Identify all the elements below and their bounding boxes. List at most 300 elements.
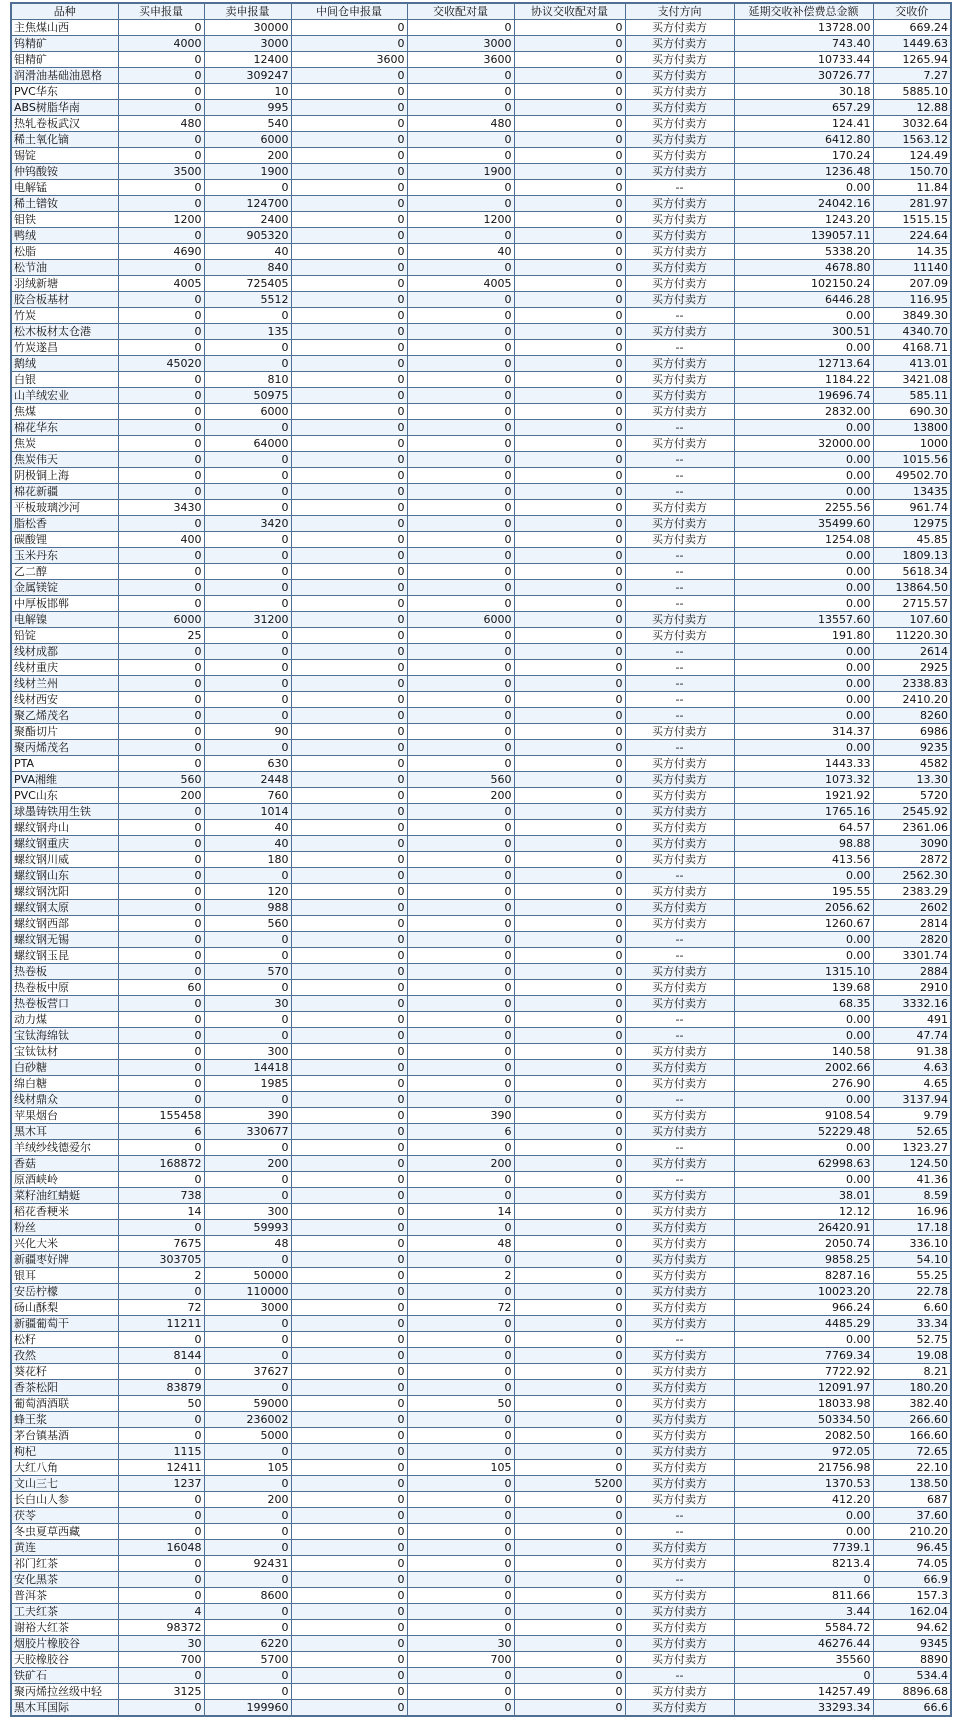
cell-agreement-matched: 0 [514,228,625,244]
cell-compensation-total: 0.00 [734,1092,873,1108]
cell-matched: 0 [407,20,514,36]
cell-intermediate-declared: 0 [291,116,407,132]
cell-intermediate-declared: 0 [291,1252,407,1268]
cell-buy-declared: 0 [118,964,204,980]
cell-payment-direction: 买方付卖方 [625,1236,734,1252]
cell-agreement-matched: 0 [514,436,625,452]
cell-compensation-total: 2002.66 [734,1060,873,1076]
cell-payment-direction: 买方付卖方 [625,1108,734,1124]
cell-product: 竹炭 [11,308,118,324]
cell-matched: 0 [407,900,514,916]
settlement-table [10,2,952,1717]
cell-payment-direction: -- [625,468,734,484]
cell-product: 茅台镇基酒 [11,1428,118,1444]
table-header-row [11,3,951,20]
cell-payment-direction: 买方付卖方 [625,388,734,404]
table-row [11,1364,951,1380]
cell-matched: 0 [407,1284,514,1300]
cell-matched: 0 [407,1140,514,1156]
cell-settlement-price: 3032.64 [873,116,951,132]
cell-agreement-matched: 0 [514,1124,625,1140]
cell-intermediate-declared: 0 [291,916,407,932]
cell-matched: 0 [407,996,514,1012]
cell-payment-direction: 买方付卖方 [625,1428,734,1444]
cell-buy-declared: 0 [118,932,204,948]
cell-product: 天胶橡胶谷 [11,1652,118,1668]
cell-sell-declared: 570 [204,964,291,980]
cell-matched: 0 [407,532,514,548]
cell-settlement-price: 13.30 [873,772,951,788]
cell-agreement-matched: 0 [514,1012,625,1028]
cell-payment-direction: 买方付卖方 [625,996,734,1012]
cell-sell-declared: 5512 [204,292,291,308]
cell-agreement-matched: 0 [514,1252,625,1268]
cell-buy-declared: 0 [118,884,204,900]
cell-agreement-matched: 0 [514,1348,625,1364]
table-row [11,1540,951,1556]
cell-product: 原酒峡岭 [11,1172,118,1188]
cell-payment-direction: 买方付卖方 [625,68,734,84]
cell-matched: 0 [407,84,514,100]
cell-settlement-price: 1449.63 [873,36,951,52]
cell-agreement-matched: 0 [514,1268,625,1284]
cell-agreement-matched: 0 [514,1284,625,1300]
cell-settlement-price: 22.10 [873,1460,951,1476]
cell-sell-declared: 48 [204,1236,291,1252]
cell-settlement-price: 150.70 [873,164,951,180]
cell-product: 焦炭伟天 [11,452,118,468]
cell-agreement-matched: 0 [514,868,625,884]
cell-matched: 0 [407,516,514,532]
cell-intermediate-declared: 0 [291,228,407,244]
cell-sell-declared: 390 [204,1108,291,1124]
cell-payment-direction: 买方付卖方 [625,436,734,452]
table-row [11,340,951,356]
cell-matched: 0 [407,1348,514,1364]
cell-matched: 0 [407,292,514,308]
cell-compensation-total: 30726.77 [734,68,873,84]
cell-agreement-matched: 0 [514,372,625,388]
cell-sell-declared: 0 [204,1172,291,1188]
cell-settlement-price: 210.20 [873,1524,951,1540]
cell-buy-declared: 6 [118,1124,204,1140]
cell-product: 松脂 [11,244,118,260]
cell-agreement-matched: 0 [514,1412,625,1428]
cell-product: 棉花新疆 [11,484,118,500]
cell-buy-declared: 60 [118,980,204,996]
cell-compensation-total: 2082.50 [734,1428,873,1444]
cell-intermediate-declared: 0 [291,388,407,404]
cell-payment-direction: 买方付卖方 [625,724,734,740]
table-row [11,596,951,612]
cell-settlement-price: 3137.94 [873,1092,951,1108]
cell-settlement-price: 45.85 [873,532,951,548]
cell-matched: 0 [407,228,514,244]
cell-matched: 0 [407,500,514,516]
table-row [11,1396,951,1412]
table-row [11,1412,951,1428]
cell-buy-declared: 1237 [118,1476,204,1492]
cell-sell-declared: 0 [204,1092,291,1108]
cell-matched: 1200 [407,212,514,228]
cell-sell-declared: 236002 [204,1412,291,1428]
cell-payment-direction: 买方付卖方 [625,372,734,388]
table-row [11,1220,951,1236]
cell-compensation-total: 0.00 [734,740,873,756]
cell-sell-declared: 840 [204,260,291,276]
cell-payment-direction: 买方付卖方 [625,852,734,868]
cell-matched: 30 [407,1636,514,1652]
table-row [11,580,951,596]
cell-product: 螺纹钢无锡 [11,932,118,948]
cell-product: 脂松香 [11,516,118,532]
cell-intermediate-declared: 0 [291,1156,407,1172]
cell-sell-declared: 0 [204,1476,291,1492]
cell-settlement-price: 2410.20 [873,692,951,708]
cell-intermediate-declared: 0 [291,740,407,756]
cell-matched: 0 [407,180,514,196]
cell-buy-declared: 0 [118,852,204,868]
cell-payment-direction: 买方付卖方 [625,1444,734,1460]
cell-compensation-total: 0.00 [734,1508,873,1524]
column-header-compensation-total: 延期交收补偿费总金额 [734,3,873,20]
table-row [11,1156,951,1172]
cell-payment-direction: 买方付卖方 [625,116,734,132]
cell-sell-declared: 0 [204,948,291,964]
cell-buy-declared: 700 [118,1652,204,1668]
cell-product: 绵白糖 [11,1076,118,1092]
cell-buy-declared: 3430 [118,500,204,516]
cell-compensation-total: 0.00 [734,180,873,196]
cell-intermediate-declared: 0 [291,484,407,500]
cell-sell-declared: 0 [204,500,291,516]
cell-agreement-matched: 0 [514,1588,625,1604]
cell-settlement-price: 5618.34 [873,564,951,580]
cell-matched: 0 [407,148,514,164]
cell-matched: 560 [407,772,514,788]
cell-settlement-price: 37.60 [873,1508,951,1524]
cell-payment-direction: -- [625,1172,734,1188]
cell-settlement-price: 687 [873,1492,951,1508]
cell-compensation-total: 412.20 [734,1492,873,1508]
cell-product: 螺纹钢川威 [11,852,118,868]
cell-product: 铁矿石 [11,1668,118,1684]
table-row [11,1252,951,1268]
table-row [11,1572,951,1588]
cell-intermediate-declared: 3600 [291,52,407,68]
cell-product: 棉花华东 [11,420,118,436]
cell-matched: 4005 [407,276,514,292]
cell-sell-declared: 90 [204,724,291,740]
cell-compensation-total: 1254.08 [734,532,873,548]
cell-payment-direction: -- [625,308,734,324]
cell-intermediate-declared: 0 [291,1652,407,1668]
cell-buy-declared: 0 [118,948,204,964]
cell-sell-declared: 1985 [204,1076,291,1092]
cell-payment-direction: 买方付卖方 [625,980,734,996]
cell-intermediate-declared: 0 [291,772,407,788]
cell-settlement-price: 224.64 [873,228,951,244]
cell-product: 钼精矿 [11,52,118,68]
table-row [11,1476,951,1492]
cell-settlement-price: 3301.74 [873,948,951,964]
cell-buy-declared: 45020 [118,356,204,372]
cell-compensation-total: 0.00 [734,564,873,580]
cell-agreement-matched: 0 [514,820,625,836]
cell-matched: 0 [407,1684,514,1700]
cell-compensation-total: 0.00 [734,308,873,324]
cell-product: 烟胶片橡胶谷 [11,1636,118,1652]
cell-payment-direction: 买方付卖方 [625,244,734,260]
cell-product: 钨精矿 [11,36,118,52]
cell-matched: 0 [407,404,514,420]
cell-matched: 0 [407,1044,514,1060]
cell-product: 碳酸锂 [11,532,118,548]
cell-sell-declared: 1014 [204,804,291,820]
cell-buy-declared: 6000 [118,612,204,628]
cell-intermediate-declared: 0 [291,308,407,324]
cell-compensation-total: 0.00 [734,1172,873,1188]
table-row [11,1092,951,1108]
cell-settlement-price: 5885.10 [873,84,951,100]
cell-payment-direction: 买方付卖方 [625,1364,734,1380]
cell-matched: 0 [407,1428,514,1444]
cell-settlement-price: 52.65 [873,1124,951,1140]
cell-buy-declared: 480 [118,116,204,132]
cell-settlement-price: 157.3 [873,1588,951,1604]
cell-intermediate-declared: 0 [291,628,407,644]
cell-buy-declared: 0 [118,1028,204,1044]
cell-compensation-total: 26420.91 [734,1220,873,1236]
cell-payment-direction: 买方付卖方 [625,628,734,644]
cell-matched: 0 [407,1028,514,1044]
cell-agreement-matched: 0 [514,452,625,468]
cell-sell-declared: 0 [204,644,291,660]
cell-buy-declared: 0 [118,580,204,596]
cell-matched: 0 [407,1412,514,1428]
cell-compensation-total: 191.80 [734,628,873,644]
table-row [11,1700,951,1717]
cell-sell-declared: 0 [204,452,291,468]
cell-product: 线材成都 [11,644,118,660]
cell-sell-declared: 0 [204,580,291,596]
cell-intermediate-declared: 0 [291,836,407,852]
cell-payment-direction: 买方付卖方 [625,1604,734,1620]
cell-buy-declared: 303705 [118,1252,204,1268]
cell-product: 鹅绒 [11,356,118,372]
cell-settlement-price: 9345 [873,1636,951,1652]
table-row [11,388,951,404]
cell-product: 安化黑茶 [11,1572,118,1588]
table-row [11,260,951,276]
cell-agreement-matched: 0 [514,1156,625,1172]
cell-intermediate-declared: 0 [291,1492,407,1508]
cell-settlement-price: 116.95 [873,292,951,308]
cell-payment-direction: 买方付卖方 [625,500,734,516]
cell-product: 工夫红茶 [11,1604,118,1620]
cell-sell-declared: 0 [204,740,291,756]
cell-matched: 0 [407,1332,514,1348]
cell-buy-declared: 0 [118,420,204,436]
table-row [11,1460,951,1476]
cell-compensation-total: 8213.4 [734,1556,873,1572]
cell-settlement-price: 534.4 [873,1668,951,1684]
cell-product: 乙二醇 [11,564,118,580]
cell-compensation-total: 0.00 [734,948,873,964]
cell-compensation-total: 0.00 [734,452,873,468]
cell-payment-direction: 买方付卖方 [625,804,734,820]
cell-buy-declared: 0 [118,1588,204,1604]
cell-intermediate-declared: 0 [291,452,407,468]
cell-matched: 3600 [407,52,514,68]
cell-compensation-total: 0.00 [734,1012,873,1028]
cell-intermediate-declared: 0 [291,1076,407,1092]
table-row [11,212,951,228]
table-row [11,100,951,116]
cell-buy-declared: 0 [118,1060,204,1076]
cell-sell-declared: 0 [204,1444,291,1460]
cell-buy-declared: 0 [118,436,204,452]
table-row [11,1172,951,1188]
table-body [11,20,951,1717]
cell-matched: 0 [407,68,514,84]
cell-product: 螺纹钢舟山 [11,820,118,836]
cell-settlement-price: 11140 [873,260,951,276]
cell-payment-direction: 买方付卖方 [625,212,734,228]
table-row [11,548,951,564]
cell-agreement-matched: 0 [514,1140,625,1156]
cell-sell-declared: 64000 [204,436,291,452]
cell-agreement-matched: 0 [514,244,625,260]
cell-product: 松籽 [11,1332,118,1348]
cell-compensation-total: 9858.25 [734,1252,873,1268]
cell-intermediate-declared: 0 [291,324,407,340]
table-row [11,916,951,932]
table-row [11,468,951,484]
cell-buy-declared: 168872 [118,1156,204,1172]
cell-buy-declared: 0 [118,1412,204,1428]
cell-payment-direction: 买方付卖方 [625,1188,734,1204]
cell-agreement-matched: 0 [514,996,625,1012]
cell-payment-direction: 买方付卖方 [625,884,734,900]
cell-product: 胶合板基材 [11,292,118,308]
cell-intermediate-declared: 0 [291,180,407,196]
cell-compensation-total: 62998.63 [734,1156,873,1172]
cell-intermediate-declared: 0 [291,1348,407,1364]
table-row [11,772,951,788]
cell-intermediate-declared: 0 [291,196,407,212]
cell-payment-direction: 买方付卖方 [625,1476,734,1492]
cell-compensation-total: 0.00 [734,420,873,436]
cell-sell-declared: 0 [204,420,291,436]
cell-buy-declared: 0 [118,228,204,244]
cell-product: 中厚板邯郸 [11,596,118,612]
cell-buy-declared: 0 [118,1092,204,1108]
cell-matched: 0 [407,468,514,484]
cell-intermediate-declared: 0 [291,1364,407,1380]
cell-matched: 50 [407,1396,514,1412]
cell-compensation-total: 1260.67 [734,916,873,932]
cell-matched: 0 [407,356,514,372]
table-row [11,308,951,324]
cell-compensation-total: 0.00 [734,548,873,564]
cell-compensation-total: 0.00 [734,484,873,500]
cell-agreement-matched: 0 [514,980,625,996]
cell-sell-declared: 3420 [204,516,291,532]
cell-compensation-total: 50334.50 [734,1412,873,1428]
cell-compensation-total: 0.00 [734,1332,873,1348]
cell-intermediate-declared: 0 [291,724,407,740]
cell-compensation-total: 0.00 [734,468,873,484]
cell-payment-direction: -- [625,676,734,692]
cell-settlement-price: 8.21 [873,1364,951,1380]
cell-payment-direction: 买方付卖方 [625,1540,734,1556]
table-row [11,660,951,676]
cell-product: 聚丙烯拉丝级中轻 [11,1684,118,1700]
cell-agreement-matched: 0 [514,68,625,84]
cell-buy-declared: 4005 [118,276,204,292]
table-row [11,500,951,516]
cell-payment-direction: 买方付卖方 [625,836,734,852]
cell-intermediate-declared: 0 [291,1620,407,1636]
cell-product: 线材西安 [11,692,118,708]
cell-settlement-price: 33.34 [873,1316,951,1332]
table-row [11,324,951,340]
cell-intermediate-declared: 0 [291,948,407,964]
column-header-matched: 交收配对量 [407,3,514,20]
cell-matched: 3000 [407,36,514,52]
cell-intermediate-declared: 0 [291,1332,407,1348]
cell-payment-direction: -- [625,868,734,884]
cell-sell-declared: 0 [204,1252,291,1268]
cell-buy-declared: 8144 [118,1348,204,1364]
cell-intermediate-declared: 0 [291,1092,407,1108]
cell-intermediate-declared: 0 [291,372,407,388]
cell-compensation-total: 6412.80 [734,132,873,148]
cell-sell-declared: 135 [204,324,291,340]
cell-settlement-price: 166.60 [873,1428,951,1444]
cell-intermediate-declared: 0 [291,212,407,228]
cell-intermediate-declared: 0 [291,900,407,916]
cell-settlement-price: 66.9 [873,1572,951,1588]
cell-payment-direction: 买方付卖方 [625,1588,734,1604]
cell-settlement-price: 1015.56 [873,452,951,468]
cell-agreement-matched: 0 [514,1300,625,1316]
cell-sell-declared: 30000 [204,20,291,36]
cell-matched: 390 [407,1108,514,1124]
cell-compensation-total: 13728.00 [734,20,873,36]
cell-buy-declared: 0 [118,916,204,932]
cell-buy-declared: 7675 [118,1236,204,1252]
cell-agreement-matched: 0 [514,1508,625,1524]
cell-buy-declared: 400 [118,532,204,548]
cell-sell-declared: 630 [204,756,291,772]
cell-sell-declared: 0 [204,708,291,724]
cell-sell-declared: 0 [204,308,291,324]
cell-product: 螺纹钢西部 [11,916,118,932]
cell-settlement-price: 7.27 [873,68,951,84]
cell-sell-declared: 0 [204,628,291,644]
cell-payment-direction: -- [625,1668,734,1684]
cell-intermediate-declared: 0 [291,1108,407,1124]
table-row [11,788,951,804]
cell-sell-declared: 200 [204,148,291,164]
cell-buy-declared: 0 [118,1172,204,1188]
cell-settlement-price: 491 [873,1012,951,1028]
cell-matched: 105 [407,1460,514,1476]
cell-matched: 0 [407,884,514,900]
cell-sell-declared: 0 [204,356,291,372]
